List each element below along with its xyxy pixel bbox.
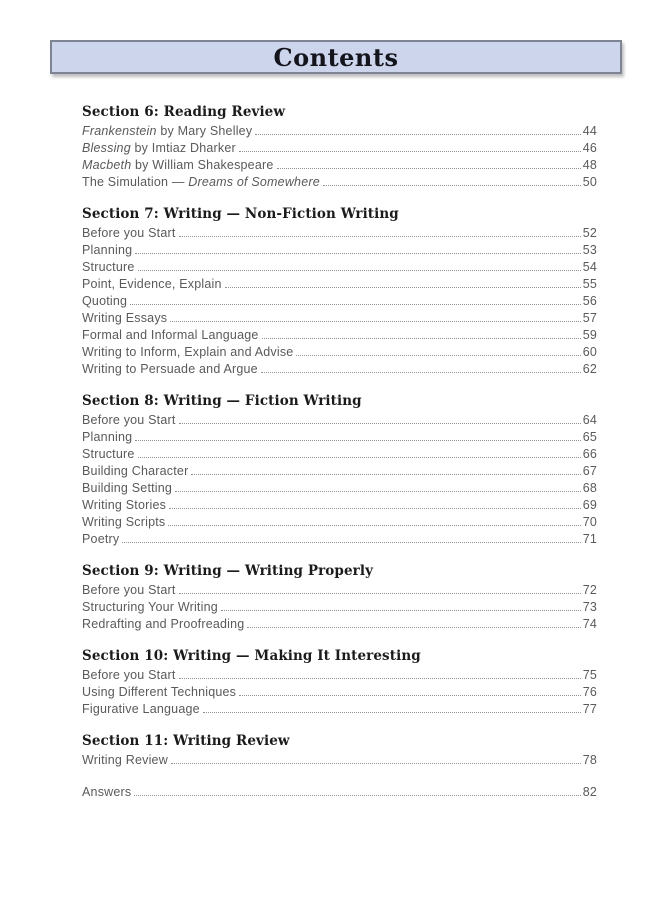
dot-leader xyxy=(277,157,581,169)
entry-page-number: 59 xyxy=(582,328,597,342)
entry-title: Planning xyxy=(82,430,133,444)
dot-leader xyxy=(225,276,581,288)
dot-leader xyxy=(134,784,580,796)
entry-page-number: 48 xyxy=(582,158,597,172)
entry-title: Writing Scripts xyxy=(82,515,166,529)
entry-title: Figurative Language xyxy=(82,702,200,716)
toc-entry xyxy=(82,412,597,429)
entry-title: Formal and Informal Language xyxy=(82,328,259,342)
toc-entry xyxy=(82,514,597,531)
entry-page-number: 65 xyxy=(582,430,597,444)
entry-title: Writing Stories xyxy=(82,498,167,512)
entry-title: Point, Evidence, Explain xyxy=(82,277,222,291)
toc-section xyxy=(82,104,597,191)
toc-entry xyxy=(82,784,597,801)
dot-leader xyxy=(239,140,581,152)
toc-entry xyxy=(82,429,597,446)
toc-entry xyxy=(82,684,597,701)
toc-entry xyxy=(82,310,597,327)
entry-page-number: 64 xyxy=(582,413,597,427)
entry-page-number: 52 xyxy=(582,226,597,240)
entry-title: Before you Start xyxy=(82,226,176,240)
dot-leader xyxy=(296,344,580,356)
answers-block xyxy=(82,784,597,801)
table-of-contents xyxy=(82,104,597,801)
section-heading: Section 7: Writing — Non-Fiction Writing xyxy=(82,206,399,222)
toc-entry xyxy=(82,293,597,310)
dot-leader xyxy=(171,752,581,764)
entry-title: Quoting xyxy=(82,294,128,308)
entry-page-number: 74 xyxy=(582,617,597,631)
toc-section xyxy=(82,648,597,718)
dot-leader xyxy=(239,684,581,696)
entry-title: Before you Start xyxy=(82,668,176,682)
dot-leader xyxy=(191,463,580,475)
dot-leader xyxy=(179,667,581,679)
dot-leader xyxy=(138,446,581,458)
entry-page-number: 53 xyxy=(582,243,597,257)
entry-title: Before you Start xyxy=(82,413,176,427)
toc-entry xyxy=(82,259,597,276)
entry-page-number: 55 xyxy=(582,277,597,291)
dot-leader xyxy=(179,582,581,594)
toc-entry xyxy=(82,752,597,769)
entry-page-number: 56 xyxy=(582,294,597,308)
entry-page-number: 76 xyxy=(582,685,597,699)
toc-entry xyxy=(82,242,597,259)
toc-entry xyxy=(82,599,597,616)
entry-page-number: 75 xyxy=(582,668,597,682)
entry-title: Structuring Your Writing xyxy=(82,600,218,614)
entry-page-number: 82 xyxy=(582,785,597,799)
entry-page-number: 70 xyxy=(582,515,597,529)
toc-entry xyxy=(82,225,597,242)
entry-title: Writing to Persuade and Argue xyxy=(82,362,258,376)
toc-entry xyxy=(82,123,597,140)
entry-page-number: 66 xyxy=(582,447,597,461)
entry-page-number: 67 xyxy=(582,464,597,478)
entry-page-number: 44 xyxy=(582,124,597,138)
dot-leader xyxy=(179,412,581,424)
toc-entry xyxy=(82,701,597,718)
entry-page-number: 78 xyxy=(582,753,597,767)
toc-entry xyxy=(82,667,597,684)
entry-title: Structure xyxy=(82,447,135,461)
dot-leader xyxy=(135,429,580,441)
dot-leader xyxy=(221,599,581,611)
dot-leader xyxy=(323,174,581,186)
toc-entry xyxy=(82,616,597,633)
toc-entry xyxy=(82,361,597,378)
section-heading: Section 11: Writing Review xyxy=(82,733,290,749)
toc-entry xyxy=(82,157,597,174)
toc-entry xyxy=(82,497,597,514)
dot-leader xyxy=(255,123,580,135)
entry-title: Macbeth by William Shakespeare xyxy=(82,158,274,172)
toc-section xyxy=(82,563,597,633)
entry-title: Answers xyxy=(82,785,132,799)
entry-title: Planning xyxy=(82,243,133,257)
section-heading: Section 8: Writing — Fiction Writing xyxy=(82,393,362,409)
entry-page-number: 77 xyxy=(582,702,597,716)
toc-entry xyxy=(82,446,597,463)
page-title: Contents xyxy=(273,42,399,72)
toc-entry xyxy=(82,531,597,548)
entry-title: Before you Start xyxy=(82,583,176,597)
dot-leader xyxy=(261,361,581,373)
entry-title: Structure xyxy=(82,260,135,274)
toc-section xyxy=(82,393,597,548)
entry-page-number: 62 xyxy=(582,362,597,376)
entry-page-number: 50 xyxy=(582,175,597,189)
entry-title: Using Different Techniques xyxy=(82,685,237,699)
toc-entry xyxy=(82,327,597,344)
entry-title: The Simulation — Dreams of Somewhere xyxy=(82,175,320,189)
dot-leader xyxy=(175,480,581,492)
dot-leader xyxy=(122,531,580,543)
entry-title: Writing Review xyxy=(82,753,168,767)
toc-entry xyxy=(82,140,597,157)
dot-leader xyxy=(138,259,581,271)
entry-page-number: 54 xyxy=(582,260,597,274)
toc-entry xyxy=(82,276,597,293)
section-heading: Section 10: Writing — Making It Interesting xyxy=(82,648,421,664)
dot-leader xyxy=(168,514,580,526)
entry-title: Poetry xyxy=(82,532,120,546)
entry-page-number: 72 xyxy=(582,583,597,597)
entry-page-number: 60 xyxy=(582,345,597,359)
section-heading: Section 9: Writing — Writing Properly xyxy=(82,563,374,579)
entry-title: Writing Essays xyxy=(82,311,168,325)
toc-entry xyxy=(82,174,597,191)
dot-leader xyxy=(262,327,581,339)
dot-leader xyxy=(130,293,581,305)
toc-entry xyxy=(82,463,597,480)
entry-title: Writing to Inform, Explain and Advise xyxy=(82,345,294,359)
dot-leader xyxy=(203,701,581,713)
entry-title: Blessing by Imtiaz Dharker xyxy=(82,141,236,155)
entry-page-number: 46 xyxy=(582,141,597,155)
dot-leader xyxy=(247,616,580,628)
entry-title: Frankenstein by Mary Shelley xyxy=(82,124,253,138)
entry-page-number: 71 xyxy=(582,532,597,546)
entry-page-number: 57 xyxy=(582,311,597,325)
entry-page-number: 73 xyxy=(582,600,597,614)
entry-title: Redrafting and Proofreading xyxy=(82,617,245,631)
toc-section xyxy=(82,206,597,378)
toc-entry xyxy=(82,344,597,361)
toc-entry xyxy=(82,582,597,599)
entry-title: Building Character xyxy=(82,464,189,478)
dot-leader xyxy=(179,225,581,237)
dot-leader xyxy=(170,310,580,322)
entry-page-number: 68 xyxy=(582,481,597,495)
dot-leader xyxy=(135,242,580,254)
section-heading: Section 6: Reading Review xyxy=(82,104,286,120)
contents-header-banner xyxy=(50,40,622,74)
dot-leader xyxy=(169,497,581,509)
toc-section xyxy=(82,733,597,769)
entry-title: Building Setting xyxy=(82,481,173,495)
entry-page-number: 69 xyxy=(582,498,597,512)
toc-entry xyxy=(82,480,597,497)
